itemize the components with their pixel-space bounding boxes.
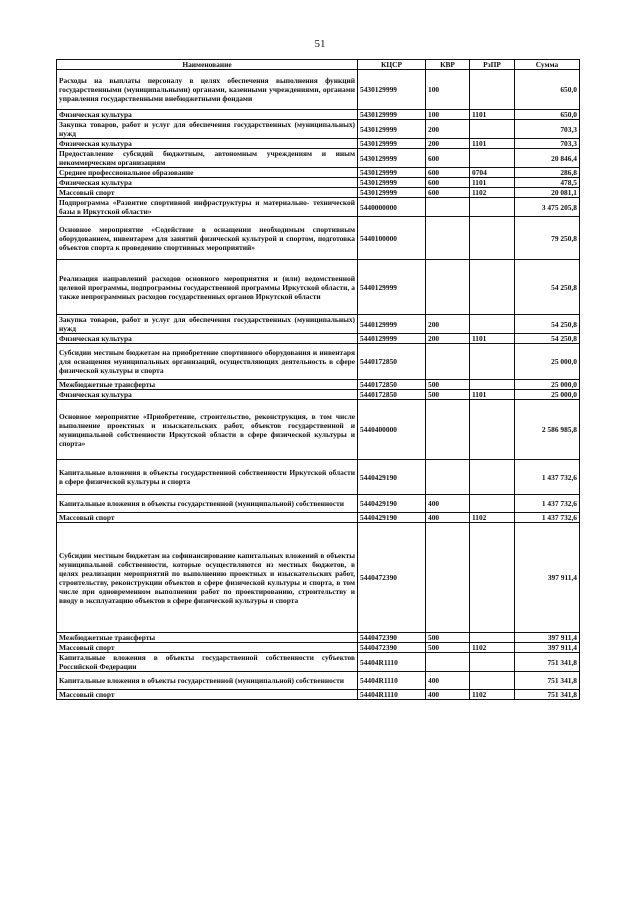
row-kvr [426, 217, 470, 260]
row-kcsr: 5440129999 [358, 334, 426, 344]
table-row [57, 513, 580, 523]
table-header-row [57, 60, 580, 70]
row-name: Массовый спорт [57, 188, 358, 198]
row-rzpr [470, 633, 515, 643]
table-row [57, 344, 580, 380]
row-kvr: 600 [426, 188, 470, 198]
table-row [57, 495, 580, 513]
row-rzpr [470, 260, 515, 315]
header-kcsr: КЦСР [358, 60, 426, 70]
row-name: Физическая культура [57, 139, 358, 149]
row-kvr: 100 [426, 110, 470, 120]
row-rzpr [470, 672, 515, 690]
row-sum: 25 000,0 [515, 390, 580, 400]
row-sum: 1 437 732,6 [515, 495, 580, 513]
row-rzpr: 1102 [470, 188, 515, 198]
row-sum: 397 911,4 [515, 523, 580, 633]
row-kcsr: 5430129999 [358, 70, 426, 110]
table-row [57, 380, 580, 390]
row-kvr [426, 400, 470, 460]
row-name: Физическая культура [57, 334, 358, 344]
row-name: Субсидии местным бюджетам на приобретение спортивного оборудования и инвентаря для оснащения муниципальных организаций, осуществляющих деятельность в сфере физической культуры и спорта [57, 344, 358, 380]
row-kvr [426, 460, 470, 495]
row-sum: 1 437 732,6 [515, 460, 580, 495]
row-sum: 1 437 732,6 [515, 513, 580, 523]
row-sum: 79 250,8 [515, 217, 580, 260]
row-kvr: 600 [426, 178, 470, 188]
table-body [57, 70, 580, 700]
row-kcsr: 5430129999 [358, 139, 426, 149]
row-rzpr: 1101 [470, 139, 515, 149]
row-rzpr: 0704 [470, 168, 515, 178]
row-kvr: 400 [426, 672, 470, 690]
row-name: Физическая культура [57, 390, 358, 400]
row-kcsr: 54404R1110 [358, 690, 426, 700]
row-name: Подпрограмма «Развитие спортивной инфраструктуры и материально- технической базы в Иркутской области» [57, 198, 358, 217]
table-row [57, 168, 580, 178]
row-kvr: 200 [426, 315, 470, 334]
row-kvr: 400 [426, 690, 470, 700]
table-row [57, 315, 580, 334]
row-name: Межбюджетные трансферты [57, 633, 358, 643]
row-name: Физическая культура [57, 178, 358, 188]
row-rzpr [470, 198, 515, 217]
row-kvr: 400 [426, 495, 470, 513]
budget-table [56, 59, 580, 700]
table-row [57, 260, 580, 315]
table-row [57, 198, 580, 217]
row-name: Основное мероприятие «Приобретение, строительство, реконструкция, в том числе выполнение проектных и изыскательских работ, объектов государственной и муниципальной собственности Иркутской области в сфере физической культуры и спорта» [57, 400, 358, 460]
row-name: Основное мероприятие «Содействие в оснащении необходимым спортивным оборудованием, инвентарем для занятий физической культурой и спортом, подготовка объектов спорта к проведению спортивных мероприятий» [57, 217, 358, 260]
row-sum: 751 341,8 [515, 672, 580, 690]
row-name: Предоставление субсидий бюджетным, автономным учреждениям и иным некоммерческим организациям [57, 149, 358, 168]
row-name: Капитальные вложения в объекты государственной (муниципальной) собственности [57, 495, 358, 513]
row-sum: 397 911,4 [515, 633, 580, 643]
row-name: Субсидии местным бюджетам на софинансирование капитальных вложений в объекты муниципальной собственности, которые осуществляются из местных бюджетов, в целях реализации мероприятий по выполнению проектных и изыскательских работ, строительству, реконструкции объектов в сфере физической культуры и спорта, в том числе при одновременном выполнении работ по проектированию, строительству и вводу в эксплуатацию объектов в сфере физической культуры и спорта [57, 523, 358, 633]
row-kcsr: 5430129999 [358, 168, 426, 178]
row-name: Капитальные вложения в объекты государственной собственности Иркутской области в сфере физической культуры и спорта [57, 460, 358, 495]
row-kcsr: 5430129999 [358, 110, 426, 120]
row-sum: 54 250,8 [515, 334, 580, 344]
row-name: Закупка товаров, работ и услуг для обеспечения государственных (муниципальных) нужд [57, 120, 358, 139]
row-rzpr [470, 344, 515, 380]
row-sum: 650,0 [515, 110, 580, 120]
row-rzpr: 1102 [470, 690, 515, 700]
row-kcsr: 5440472390 [358, 523, 426, 633]
table-row [57, 139, 580, 149]
row-kcsr: 5440429190 [358, 460, 426, 495]
row-kcsr: 5440129999 [358, 260, 426, 315]
table-row [57, 390, 580, 400]
row-kvr: 600 [426, 149, 470, 168]
row-kvr [426, 198, 470, 217]
table-row [57, 70, 580, 110]
row-kcsr: 5440100000 [358, 217, 426, 260]
row-name: Закупка товаров, работ и услуг для обеспечения государственных (муниципальных) нужд [57, 315, 358, 334]
table-row [57, 217, 580, 260]
row-kcsr: 5430129999 [358, 149, 426, 168]
row-kvr: 500 [426, 390, 470, 400]
row-kvr [426, 653, 470, 672]
row-kvr: 200 [426, 120, 470, 139]
row-kcsr: 5440429190 [358, 513, 426, 523]
row-kcsr: 54404R1110 [358, 653, 426, 672]
header-sum: Сумма [515, 60, 580, 70]
row-sum: 478,5 [515, 178, 580, 188]
row-kcsr: 5440000000 [358, 198, 426, 217]
row-sum: 751 341,8 [515, 653, 580, 672]
row-rzpr [470, 217, 515, 260]
row-kcsr: 5440172850 [358, 344, 426, 380]
row-sum: 20 846,4 [515, 149, 580, 168]
row-rzpr [470, 380, 515, 390]
page-number: 51 [314, 38, 326, 50]
row-kcsr: 5440172850 [358, 380, 426, 390]
row-name: Капитальные вложения в объекты государственной (муниципальной) собственности [57, 672, 358, 690]
row-sum: 25 000,0 [515, 380, 580, 390]
table-row [57, 120, 580, 139]
row-sum: 397 911,4 [515, 643, 580, 653]
table-row [57, 633, 580, 643]
row-rzpr [470, 653, 515, 672]
row-rzpr: 1102 [470, 513, 515, 523]
row-sum: 2 586 985,8 [515, 400, 580, 460]
row-name: Реализация направлений расходов основного мероприятия и (или) ведомственной целевой программы, подпрограммы государственной программы Иркутской области, а также непрограммных расходов государственных органов Иркутской области [57, 260, 358, 315]
header-rzpr: РзПР [470, 60, 515, 70]
row-rzpr [470, 120, 515, 139]
row-rzpr [470, 460, 515, 495]
row-kcsr: 5430129999 [358, 188, 426, 198]
row-name: Массовый спорт [57, 690, 358, 700]
row-kvr [426, 523, 470, 633]
row-rzpr: 1101 [470, 334, 515, 344]
row-kvr: 400 [426, 513, 470, 523]
row-sum: 20 081,1 [515, 188, 580, 198]
row-rzpr [470, 149, 515, 168]
row-sum: 650,0 [515, 70, 580, 110]
row-name: Среднее профессиональное образование [57, 168, 358, 178]
row-name: Физическая культура [57, 110, 358, 120]
row-kvr [426, 344, 470, 380]
row-kvr: 500 [426, 380, 470, 390]
table-row [57, 643, 580, 653]
row-kvr: 100 [426, 70, 470, 110]
row-sum: 54 250,8 [515, 260, 580, 315]
row-rzpr [470, 400, 515, 460]
row-rzpr [470, 495, 515, 513]
row-kcsr: 5440472390 [358, 633, 426, 643]
row-sum: 25 000,0 [515, 344, 580, 380]
row-kcsr: 54404R1110 [358, 672, 426, 690]
table-row [57, 653, 580, 672]
row-kcsr: 5430129999 [358, 178, 426, 188]
table-row [57, 672, 580, 690]
row-name: Межбюджетные трансферты [57, 380, 358, 390]
table-row [57, 460, 580, 495]
table-row [57, 178, 580, 188]
row-kvr: 200 [426, 334, 470, 344]
row-sum: 3 475 205,8 [515, 198, 580, 217]
row-kcsr: 5440472390 [358, 643, 426, 653]
table-row [57, 334, 580, 344]
row-sum: 703,3 [515, 120, 580, 139]
row-rzpr [470, 523, 515, 633]
row-rzpr: 1101 [470, 110, 515, 120]
row-kcsr: 5440400000 [358, 400, 426, 460]
header-name: Наименование [57, 60, 358, 70]
row-rzpr: 1101 [470, 390, 515, 400]
row-rzpr [470, 315, 515, 334]
row-sum: 703,3 [515, 139, 580, 149]
row-kcsr: 5440429190 [358, 495, 426, 513]
row-kvr: 600 [426, 168, 470, 178]
row-kcsr: 5430129999 [358, 120, 426, 139]
row-sum: 286,8 [515, 168, 580, 178]
row-rzpr [470, 70, 515, 110]
row-kvr: 500 [426, 643, 470, 653]
row-name: Массовый спорт [57, 643, 358, 653]
row-kcsr: 5440172850 [358, 390, 426, 400]
row-rzpr: 1102 [470, 643, 515, 653]
table-row [57, 690, 580, 700]
row-name: Массовый спорт [57, 513, 358, 523]
row-kcsr: 5440129999 [358, 315, 426, 334]
table-row [57, 110, 580, 120]
row-rzpr: 1101 [470, 178, 515, 188]
table-row [57, 149, 580, 168]
table-row [57, 400, 580, 460]
row-kvr: 200 [426, 139, 470, 149]
header-kvr: КВР [426, 60, 470, 70]
row-sum: 751 341,8 [515, 690, 580, 700]
row-name: Расходы на выплаты персоналу в целях обеспечения выполнения функций государственными (муниципальными) органами, казенными учреждениями, органами управления государственными внебюджетными фондами [57, 70, 358, 110]
table-row [57, 188, 580, 198]
row-kvr: 500 [426, 633, 470, 643]
row-kvr [426, 260, 470, 315]
row-sum: 54 250,8 [515, 315, 580, 334]
row-name: Капитальные вложения в объекты государственной собственности субъектов Российской Федерации [57, 653, 358, 672]
table-row [57, 523, 580, 633]
